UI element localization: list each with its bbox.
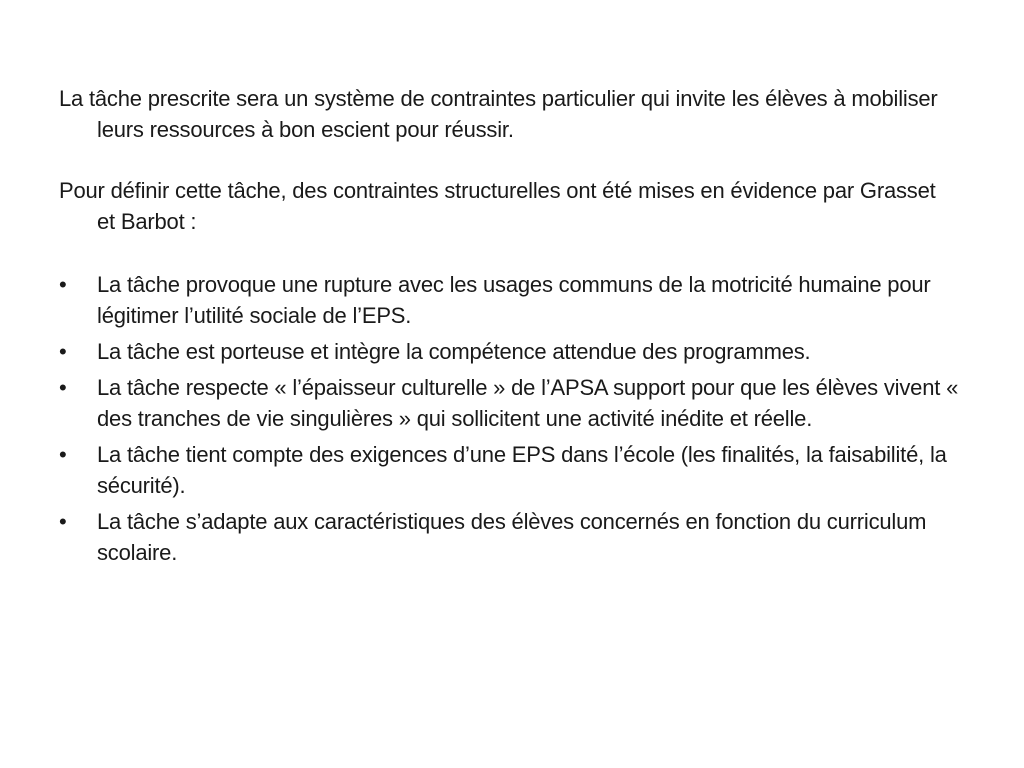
list-item — [59, 439, 959, 501]
list-item-text: La tâche s’adapte aux caractéristiques des élèves concernés en fonction du curriculum scolaire. — [97, 509, 927, 565]
bullet-icon: • — [59, 509, 67, 534]
list-item-text: La tâche tient compte des exigences d’une EPS dans l’école (les finalités, la faisabilité, la sécurité). — [97, 442, 947, 498]
definition-paragraph: Pour définir cette tâche, des contraintes structurelles ont été mises en évidence par Grasset et Barbot : — [59, 178, 936, 234]
constraints-list — [59, 269, 959, 568]
list-item — [59, 506, 959, 568]
bullet-icon: • — [59, 339, 67, 364]
intro-paragraph: La tâche prescrite sera un système de contraintes particulier qui invite les élèves à mobiliser leurs ressources à bon escient pour réussir. — [59, 86, 938, 142]
bullet-icon: • — [59, 272, 67, 297]
bullet-icon: • — [59, 442, 67, 467]
list-item — [59, 269, 959, 331]
list-item-text: La tâche est porteuse et intègre la compétence attendue des programmes. — [97, 339, 811, 364]
bullet-icon: • — [59, 375, 67, 400]
list-item — [59, 336, 959, 367]
list-item-text: La tâche respecte « l’épaisseur culturelle » de l’APSA support pour que les élèves vivent « des tranches de vie singulières » qui sollicitent une activité inédite et réelle. — [97, 375, 959, 431]
list-item — [59, 372, 959, 434]
slide-body — [59, 83, 959, 573]
list-item-text: La tâche provoque une rupture avec les usages communs de la motricité humaine pour légitimer l’utilité sociale de l’EPS. — [97, 272, 931, 328]
